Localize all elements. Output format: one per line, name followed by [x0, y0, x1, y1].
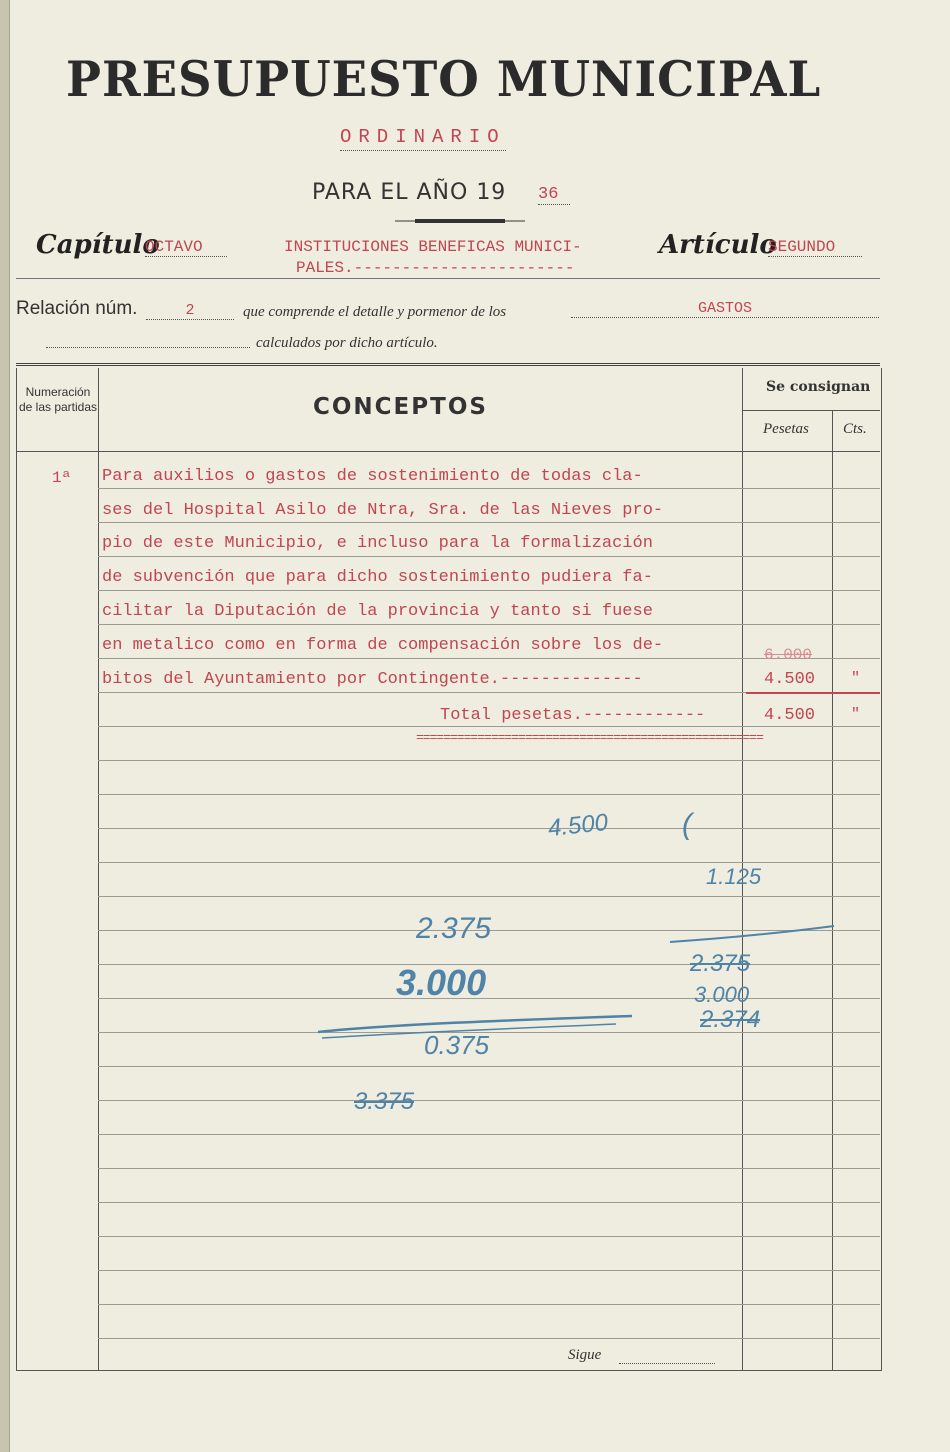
institution-line-1: INSTITUCIONES BENEFICAS MUNICI- — [284, 238, 582, 256]
amount-underline — [746, 692, 880, 694]
title-ornament — [395, 218, 525, 224]
ledger-rule — [98, 828, 880, 829]
ledger-rule — [98, 1236, 880, 1237]
ledger-rule — [98, 862, 880, 863]
concept-line: Para auxilios o gastos de sostenimiento de todas cla- — [102, 467, 643, 486]
ledger-rule — [98, 964, 880, 965]
item-cents: " — [851, 670, 861, 687]
ledger-rule — [98, 488, 880, 489]
header-cts: Cts. — [843, 421, 867, 437]
ledger-rule — [98, 1270, 880, 1271]
handwritten-bracket: ( — [682, 808, 692, 841]
ledger-rule — [98, 726, 880, 727]
relation-number: 2 — [146, 302, 234, 320]
amount-header-divider — [742, 410, 880, 411]
table-top-border — [16, 363, 880, 366]
concept-line: ses del Hospital Asilo de Ntra, Sra. de las Nieves pro- — [102, 501, 664, 520]
header-divider — [16, 278, 880, 279]
table-header-divider — [16, 451, 880, 452]
ledger-rule — [98, 624, 880, 625]
column-divider-cts — [832, 410, 833, 1370]
total-label: Total pesetas.------------ — [440, 706, 706, 725]
ledger-rule — [98, 1168, 880, 1169]
total-double-rule: =================================================== — [416, 730, 763, 745]
total-amount: 4.500 — [764, 706, 816, 725]
chapter-value: OCTAVO — [145, 238, 227, 257]
concept-line: bitos del Ayuntamiento por Contingente.-------------- — [102, 670, 643, 689]
item-amount: 4.500 — [764, 670, 816, 689]
year-suffix: 36 — [538, 185, 570, 205]
year-label: PARA EL AÑO 19 — [312, 180, 507, 205]
handwritten-calc: 0.375 — [424, 1030, 490, 1060]
ledger-rule — [98, 896, 880, 897]
chapter-label: Capítulo — [36, 230, 160, 260]
handwritten-line-right — [668, 924, 838, 948]
relation-text-2: calculados por dicho artículo. — [256, 335, 438, 351]
concept-line: en metalico como en forma de compensación sobre los de- — [102, 636, 664, 655]
total-cents: " — [851, 706, 861, 723]
ledger-rule — [98, 658, 880, 659]
ledger-rule — [98, 760, 880, 761]
ledger-rule — [98, 1338, 880, 1339]
handwritten-note: 1.125 — [706, 864, 762, 889]
header-item-number: Numeración de las partidas — [18, 385, 98, 414]
concept-line: de subvención que para dicho sostenimiento pudiera fa- — [102, 568, 653, 587]
article-value: SEGUNDO — [768, 238, 862, 257]
handwritten-calc: 3.000 — [396, 962, 487, 1003]
header-se-consignan: Se consignan — [766, 379, 871, 395]
handwritten-right: 2.375 — [690, 950, 751, 977]
institution-line-2: PALES.----------------------- — [296, 259, 575, 277]
ledger-rule — [98, 522, 880, 523]
continues-label: Sigue — [568, 1347, 602, 1363]
relation-text: que comprende el detalle y pormenor de los — [243, 304, 507, 320]
budget-type: ORDINARIO — [340, 126, 506, 151]
relation-dotted-line — [46, 347, 250, 348]
handwritten-calc: 3.375 — [354, 1088, 415, 1115]
ledger-rule — [98, 794, 880, 795]
binding-edge — [0, 0, 10, 1452]
ledger-rule — [98, 1304, 880, 1305]
handwritten-calc: 2.375 — [416, 912, 492, 945]
header-pesetas: Pesetas — [763, 421, 809, 437]
column-divider-num — [98, 368, 99, 1370]
ledger-rule — [98, 1100, 880, 1101]
continues-dots — [619, 1363, 715, 1364]
ledger-rule — [98, 1134, 880, 1135]
relation-value: GASTOS — [571, 300, 879, 318]
handwritten-right: 3.000 — [694, 982, 750, 1007]
relation-label: Relación núm. — [16, 298, 138, 319]
concept-line: cilitar la Diputación de la provincia y tanto si fuese — [102, 602, 653, 621]
document-title: PRESUPUESTO MUNICIPAL — [66, 50, 822, 108]
ledger-rule — [98, 590, 880, 591]
concept-line: pio de este Municipio, e incluso para la formalización — [102, 534, 653, 553]
ledger-rule — [98, 1202, 880, 1203]
item-number: 1ª — [52, 469, 72, 487]
amount-struck: 6.000 — [764, 646, 813, 664]
handwritten-right: 2.374 — [700, 1006, 761, 1033]
header-concepts: CONCEPTOS — [313, 394, 488, 420]
ledger-rule — [98, 998, 880, 999]
handwritten-note: 4.500 — [546, 808, 610, 843]
article-label: Artículo — [659, 230, 777, 260]
ledger-rule — [98, 1066, 880, 1067]
ledger-rule — [98, 556, 880, 557]
